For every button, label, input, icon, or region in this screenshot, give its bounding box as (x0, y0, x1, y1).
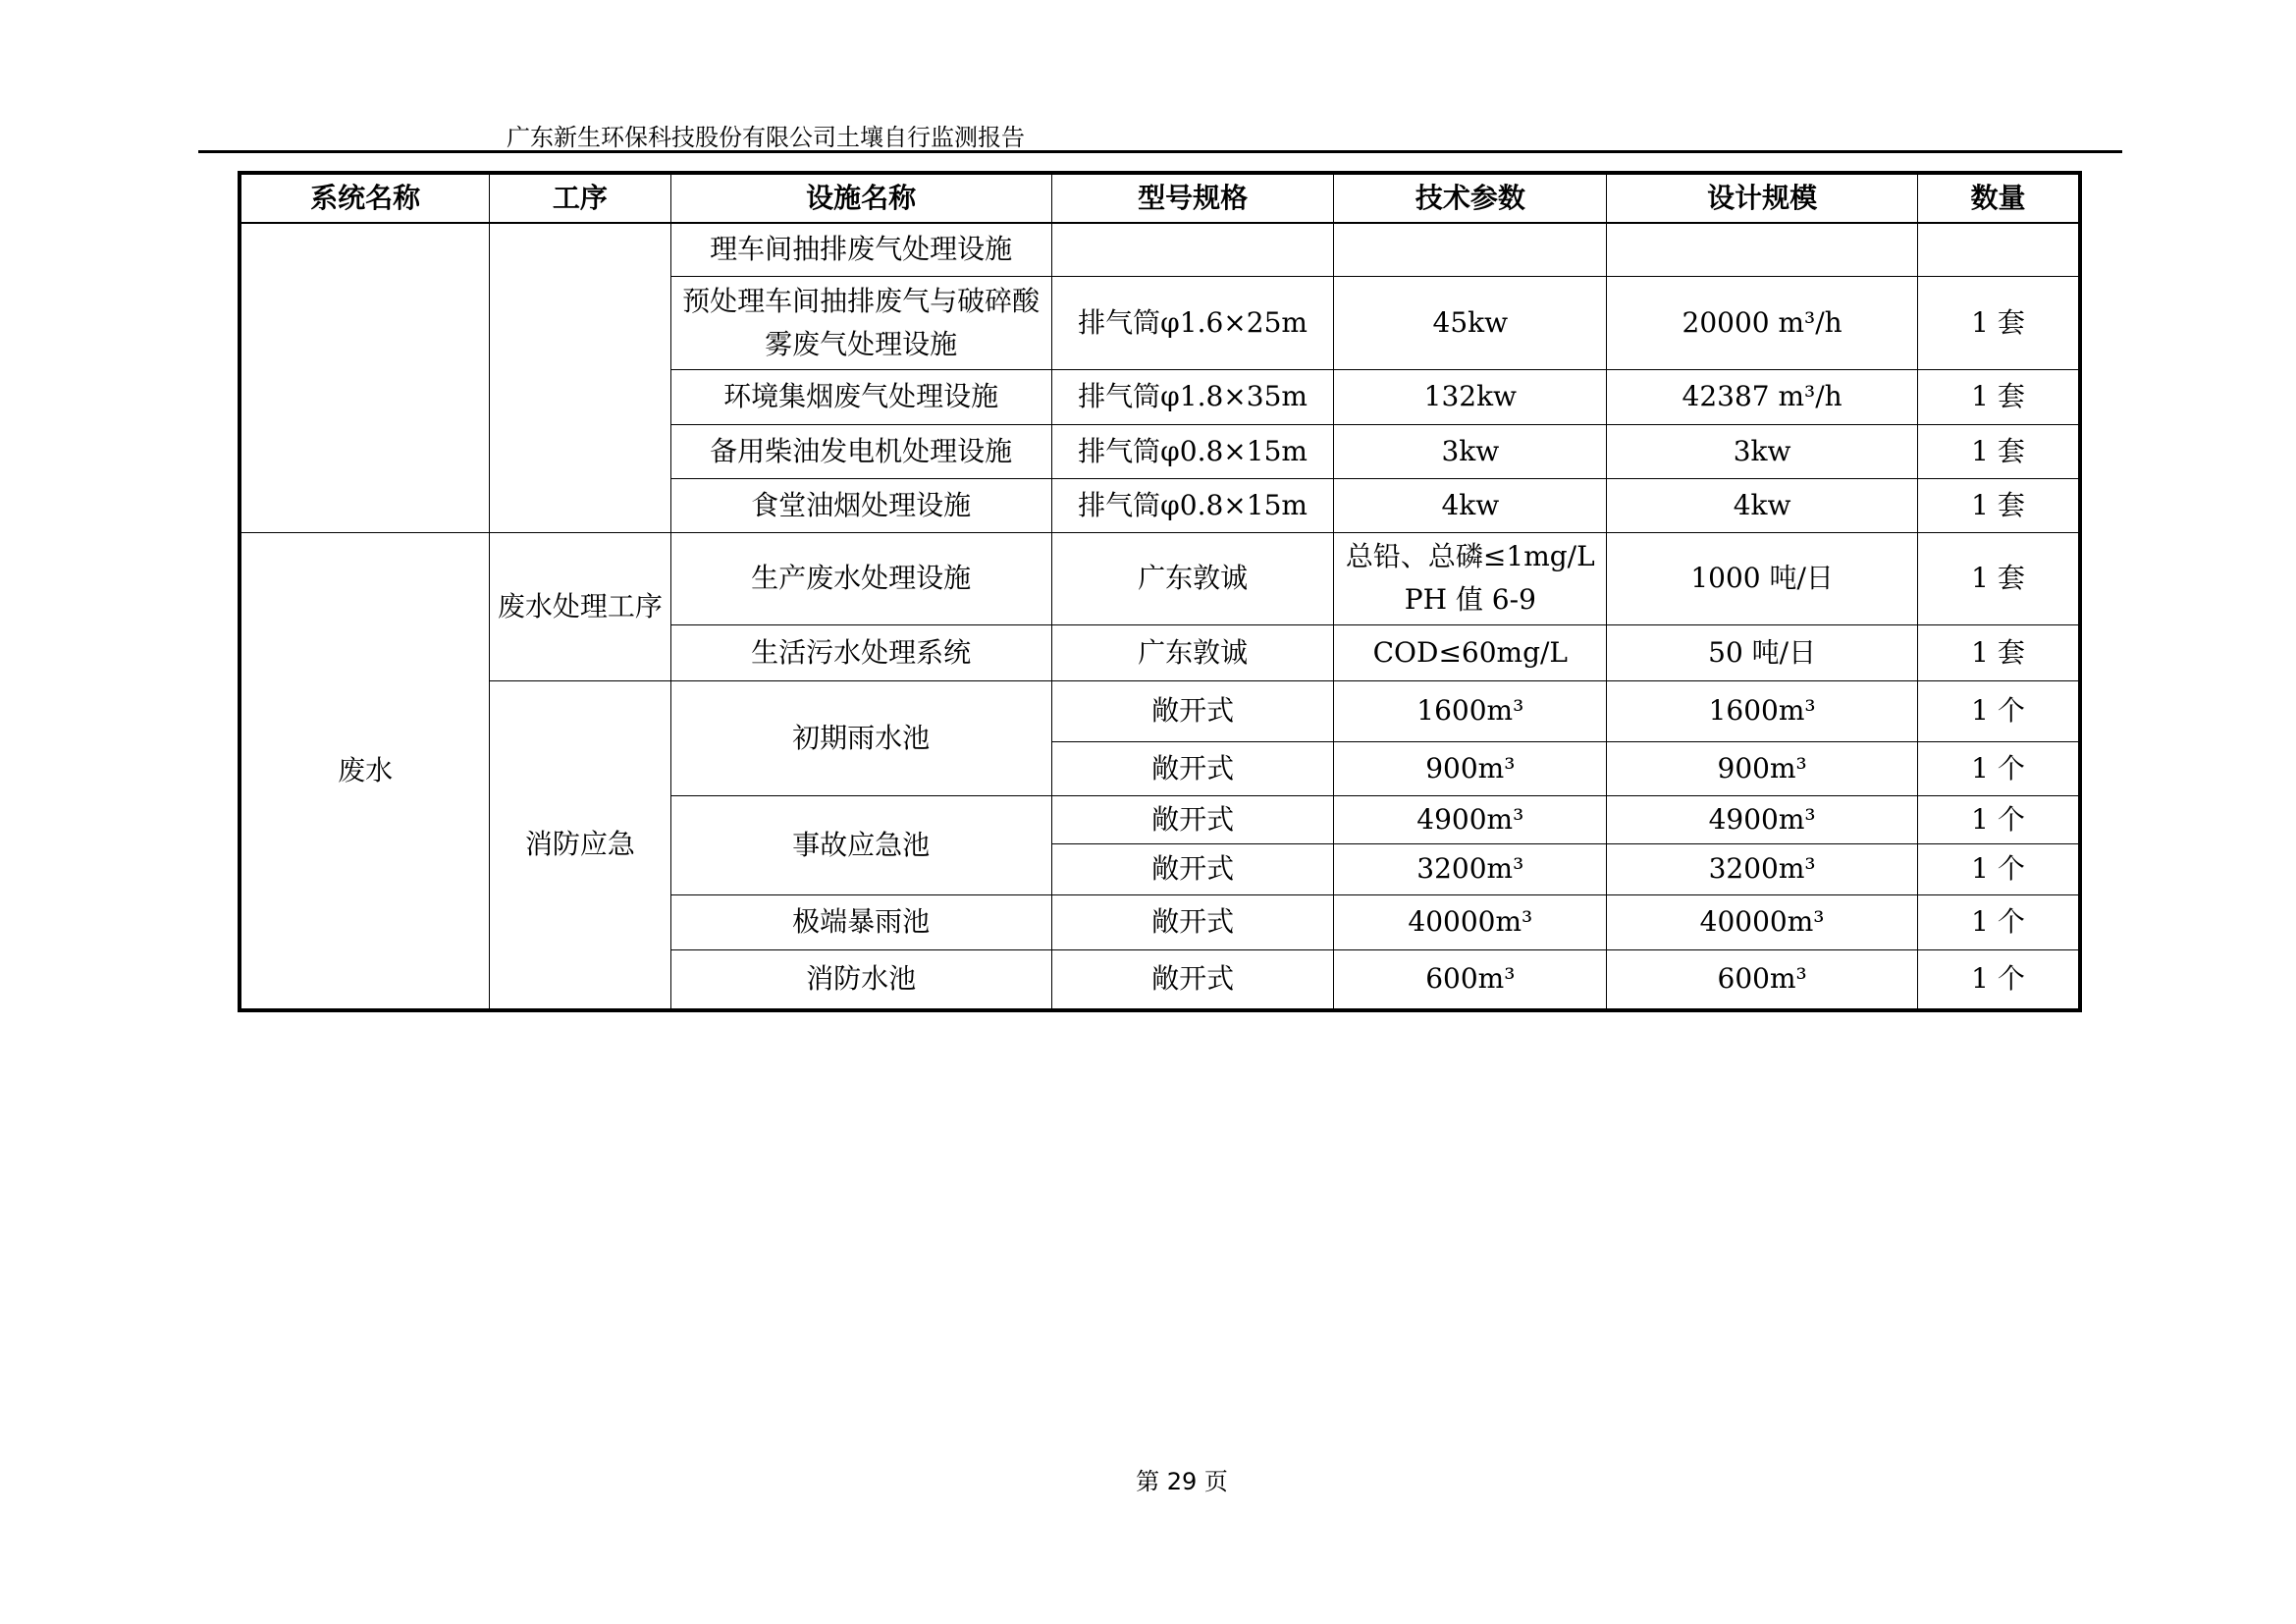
process-cell: 废水处理工序 (490, 532, 670, 680)
model-cell: 敞开式 (1051, 680, 1334, 741)
scale-cell: 4kw (1607, 478, 1918, 532)
param-cell: 4900m³ (1334, 795, 1607, 843)
model-cell: 广东敦诚 (1051, 532, 1334, 624)
model-cell: 敞开式 (1051, 949, 1334, 1010)
qty-cell: 1 套 (1918, 624, 2080, 680)
table-row (240, 680, 2080, 741)
model-cell: 排气筒φ0.8×15m (1051, 424, 1334, 478)
qty-cell: 1 个 (1918, 680, 2080, 741)
param-cell (1334, 223, 1607, 276)
facility-cell: 极端暴雨池 (670, 894, 1051, 949)
facility-cell: 初期雨水池 (670, 680, 1051, 795)
table-header-row (240, 173, 2080, 223)
column-header: 系统名称 (240, 173, 490, 223)
param-cell: 3200m³ (1334, 843, 1607, 894)
facility-cell: 消防水池 (670, 949, 1051, 1010)
scale-cell: 20000 m³/h (1607, 276, 1918, 369)
param-cell: COD≤60mg/L (1334, 624, 1607, 680)
scale-cell: 1600m³ (1607, 680, 1918, 741)
param-cell: 132kw (1334, 369, 1607, 424)
table-row (240, 532, 2080, 624)
qty-cell: 1 个 (1918, 894, 2080, 949)
model-cell: 敞开式 (1051, 741, 1334, 795)
model-cell: 广东敦诚 (1051, 624, 1334, 680)
column-header: 设施名称 (670, 173, 1051, 223)
column-header: 型号规格 (1051, 173, 1334, 223)
model-cell (1051, 223, 1334, 276)
scale-cell: 1000 吨/日 (1607, 532, 1918, 624)
facility-cell: 生产废水处理设施 (670, 532, 1051, 624)
qty-cell: 1 套 (1918, 369, 2080, 424)
qty-cell: 1 个 (1918, 795, 2080, 843)
facility-cell: 环境集烟废气处理设施 (670, 369, 1051, 424)
scale-cell (1607, 223, 1918, 276)
facility-cell: 理车间抽排废气处理设施 (670, 223, 1051, 276)
scale-cell: 50 吨/日 (1607, 624, 1918, 680)
param-cell: 40000m³ (1334, 894, 1607, 949)
column-header: 数量 (1918, 173, 2080, 223)
qty-cell: 1 套 (1918, 424, 2080, 478)
scale-cell: 42387 m³/h (1607, 369, 1918, 424)
page-number: 第 29 页 (1136, 1468, 1228, 1495)
scale-cell: 600m³ (1607, 949, 1918, 1010)
process-cell (490, 223, 670, 532)
facility-cell: 预处理车间抽排废气与破碎酸雾废气处理设施 (670, 276, 1051, 369)
param-cell: 总铅、总磷≤1mg/L PH 值 6-9 (1334, 532, 1607, 624)
model-cell: 敞开式 (1051, 894, 1334, 949)
facilities-table (238, 171, 2082, 1012)
model-cell: 排气筒φ0.8×15m (1051, 478, 1334, 532)
param-cell: 3kw (1334, 424, 1607, 478)
param-cell: 600m³ (1334, 949, 1607, 1010)
header-divider (198, 150, 2122, 153)
qty-cell (1918, 223, 2080, 276)
qty-cell: 1 个 (1918, 949, 2080, 1010)
column-header: 设计规模 (1607, 173, 1918, 223)
process-cell: 消防应急 (490, 680, 670, 1010)
param-cell: 900m³ (1334, 741, 1607, 795)
system-cell: 废水 (240, 532, 490, 1010)
param-cell: 4kw (1334, 478, 1607, 532)
param-cell: 1600m³ (1334, 680, 1607, 741)
model-cell: 排气筒φ1.8×35m (1051, 369, 1334, 424)
facility-cell: 事故应急池 (670, 795, 1051, 894)
table-row (240, 223, 2080, 276)
model-cell: 敞开式 (1051, 843, 1334, 894)
qty-cell: 1 套 (1918, 276, 2080, 369)
facility-cell: 备用柴油发电机处理设施 (670, 424, 1051, 478)
page-header-title: 广东新生环保科技股份有限公司土壤自行监测报告 (507, 124, 1025, 151)
qty-cell: 1 个 (1918, 843, 2080, 894)
scale-cell: 3kw (1607, 424, 1918, 478)
param-cell: 45kw (1334, 276, 1607, 369)
column-header: 技术参数 (1334, 173, 1607, 223)
qty-cell: 1 套 (1918, 532, 2080, 624)
scale-cell: 900m³ (1607, 741, 1918, 795)
scale-cell: 3200m³ (1607, 843, 1918, 894)
qty-cell: 1 套 (1918, 478, 2080, 532)
scale-cell: 4900m³ (1607, 795, 1918, 843)
column-header: 工序 (490, 173, 670, 223)
system-cell (240, 223, 490, 532)
facility-cell: 生活污水处理系统 (670, 624, 1051, 680)
facility-cell: 食堂油烟处理设施 (670, 478, 1051, 532)
scale-cell: 40000m³ (1607, 894, 1918, 949)
model-cell: 敞开式 (1051, 795, 1334, 843)
qty-cell: 1 个 (1918, 741, 2080, 795)
model-cell: 排气筒φ1.6×25m (1051, 276, 1334, 369)
